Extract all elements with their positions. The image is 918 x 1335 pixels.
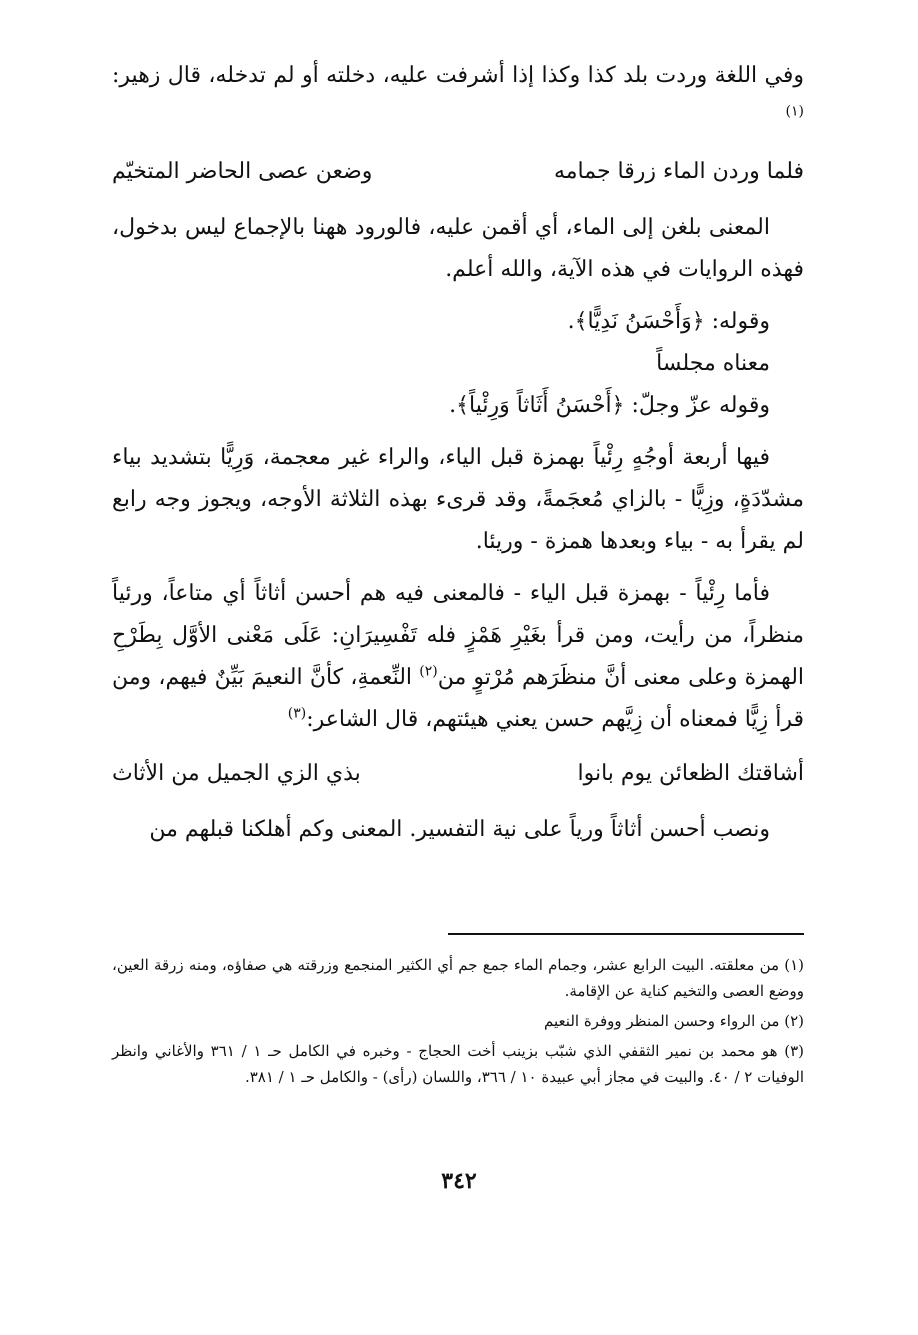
paragraph-7 <box>112 573 804 741</box>
paragraph-2: المعنى بلغن إلى الماء، أي أقمن عليه، فالورود ههنا بالإجماع ليس بدخول، فهذه الروايات في هذه الآية، والله أعلم. <box>112 215 804 282</box>
meaning-line: معناه مجلساً <box>656 351 770 376</box>
paragraph-6: فيها أربعة أوجُهٍ رِئْياً بهمزة قبل الياء، والراء غير معجمة، وَرِيًّا بتشديد بياء مشدّدَةٍ، وزِيًّا - بالزاي مُعجَمةً، وقد قرىء بهذه الثلاثة الأوجه، ويجوز وجه رابع لم يقرأ به - بياء وبعدها همزة - وريئا. <box>112 445 804 554</box>
footnote-ref-1: (١) <box>785 103 804 120</box>
verse-2-second-hemistich: بذي الزي الجميل من الأثاث <box>112 761 361 786</box>
paragraph-7-text-b: النِّعمةِ، كأنَّ النعيمَ بَيِّنٌ فيهم، ومن قرأ زِيًّا فمعناه أن زِيَّهم حسن يعني هيئتهم، قال الشاعر: <box>112 665 804 732</box>
verse-1-first-hemistich: فلما وردن الماء زرقا جمامه <box>553 159 804 184</box>
verse-2-first-hemistich: أشاقتك الظعائن يوم بانوا <box>577 761 804 786</box>
paragraph-1-text: وفي اللغة وردت بلد كذا وكذا إذا أشرفت عليه، دخلته أو لم تدخله، قال زهير: <box>112 63 804 88</box>
footnote-1: (١) من معلقته. البيت الرابع عشر، وجمام الماء جمع جم أي الكثير المنجمع وزرقته هي صفاؤه، ومنه زرقة العين، ووضع العصى والتخيم كناية عن الإقامة. <box>112 956 804 1000</box>
main-text <box>112 55 804 861</box>
paragraph-8: ونصب أحسن أثاثاً ورياً على نية التفسير. المعنى وكم أهلكنا قبلهم من <box>149 817 770 842</box>
footnote-ref-2: (٢) <box>419 663 438 680</box>
verse-1 <box>112 149 804 195</box>
page-number: ٣٤٢ <box>441 1168 477 1194</box>
footnote-2: (٢) من الرواء وحسن المنظر ووفرة النعيم <box>544 1012 804 1030</box>
paragraph-7-text-a: فأما رِئْياً - بهمزة قبل الياء - فالمعنى فيه هم أحسن أثاثاً أي متاعاً، ورئياً منظراً، من رأيت، ومن قرأ بغَيْرِ هَمْزٍ فله تَفْسِيرَانِ: عَلَى مَعْنى الأوَّل بِطَرْحِ الهمزة وعلى معنى أنَّ منظَرَهم مُرْتوٍ من <box>112 581 805 690</box>
quran-quote-1: وقوله: ﴿وَأَحْسَنُ نَدِيًّا﴾. <box>567 309 770 334</box>
quran-quote-2: وقوله عزّ وجلّ: ﴿أَحْسَنُ أَثَاثاً وَرِئْياً﴾. <box>449 393 770 418</box>
footnote-divider <box>448 933 804 935</box>
verse-1-second-hemistich: وضعن عصى الحاضر المتخيّم <box>112 159 373 184</box>
footnote-3: (٣) هو محمد بن نمير الثقفي الذي شبّب بزينب أخت الحجاج - وخبره في الكامل حـ ١ / ٣٦١ والأغاني وانظر الوفيات ٢ / ٤٠. والبيت في مجاز أبي عبيدة ١٠ / ٣٦٦، واللسان (رأى) - والكامل حـ ١ / ٣٨١. <box>112 1042 804 1086</box>
footnotes <box>112 952 804 1094</box>
verse-2 <box>112 751 804 797</box>
footnote-ref-3: (٣) <box>287 705 307 722</box>
paragraph-1 <box>112 55 804 139</box>
